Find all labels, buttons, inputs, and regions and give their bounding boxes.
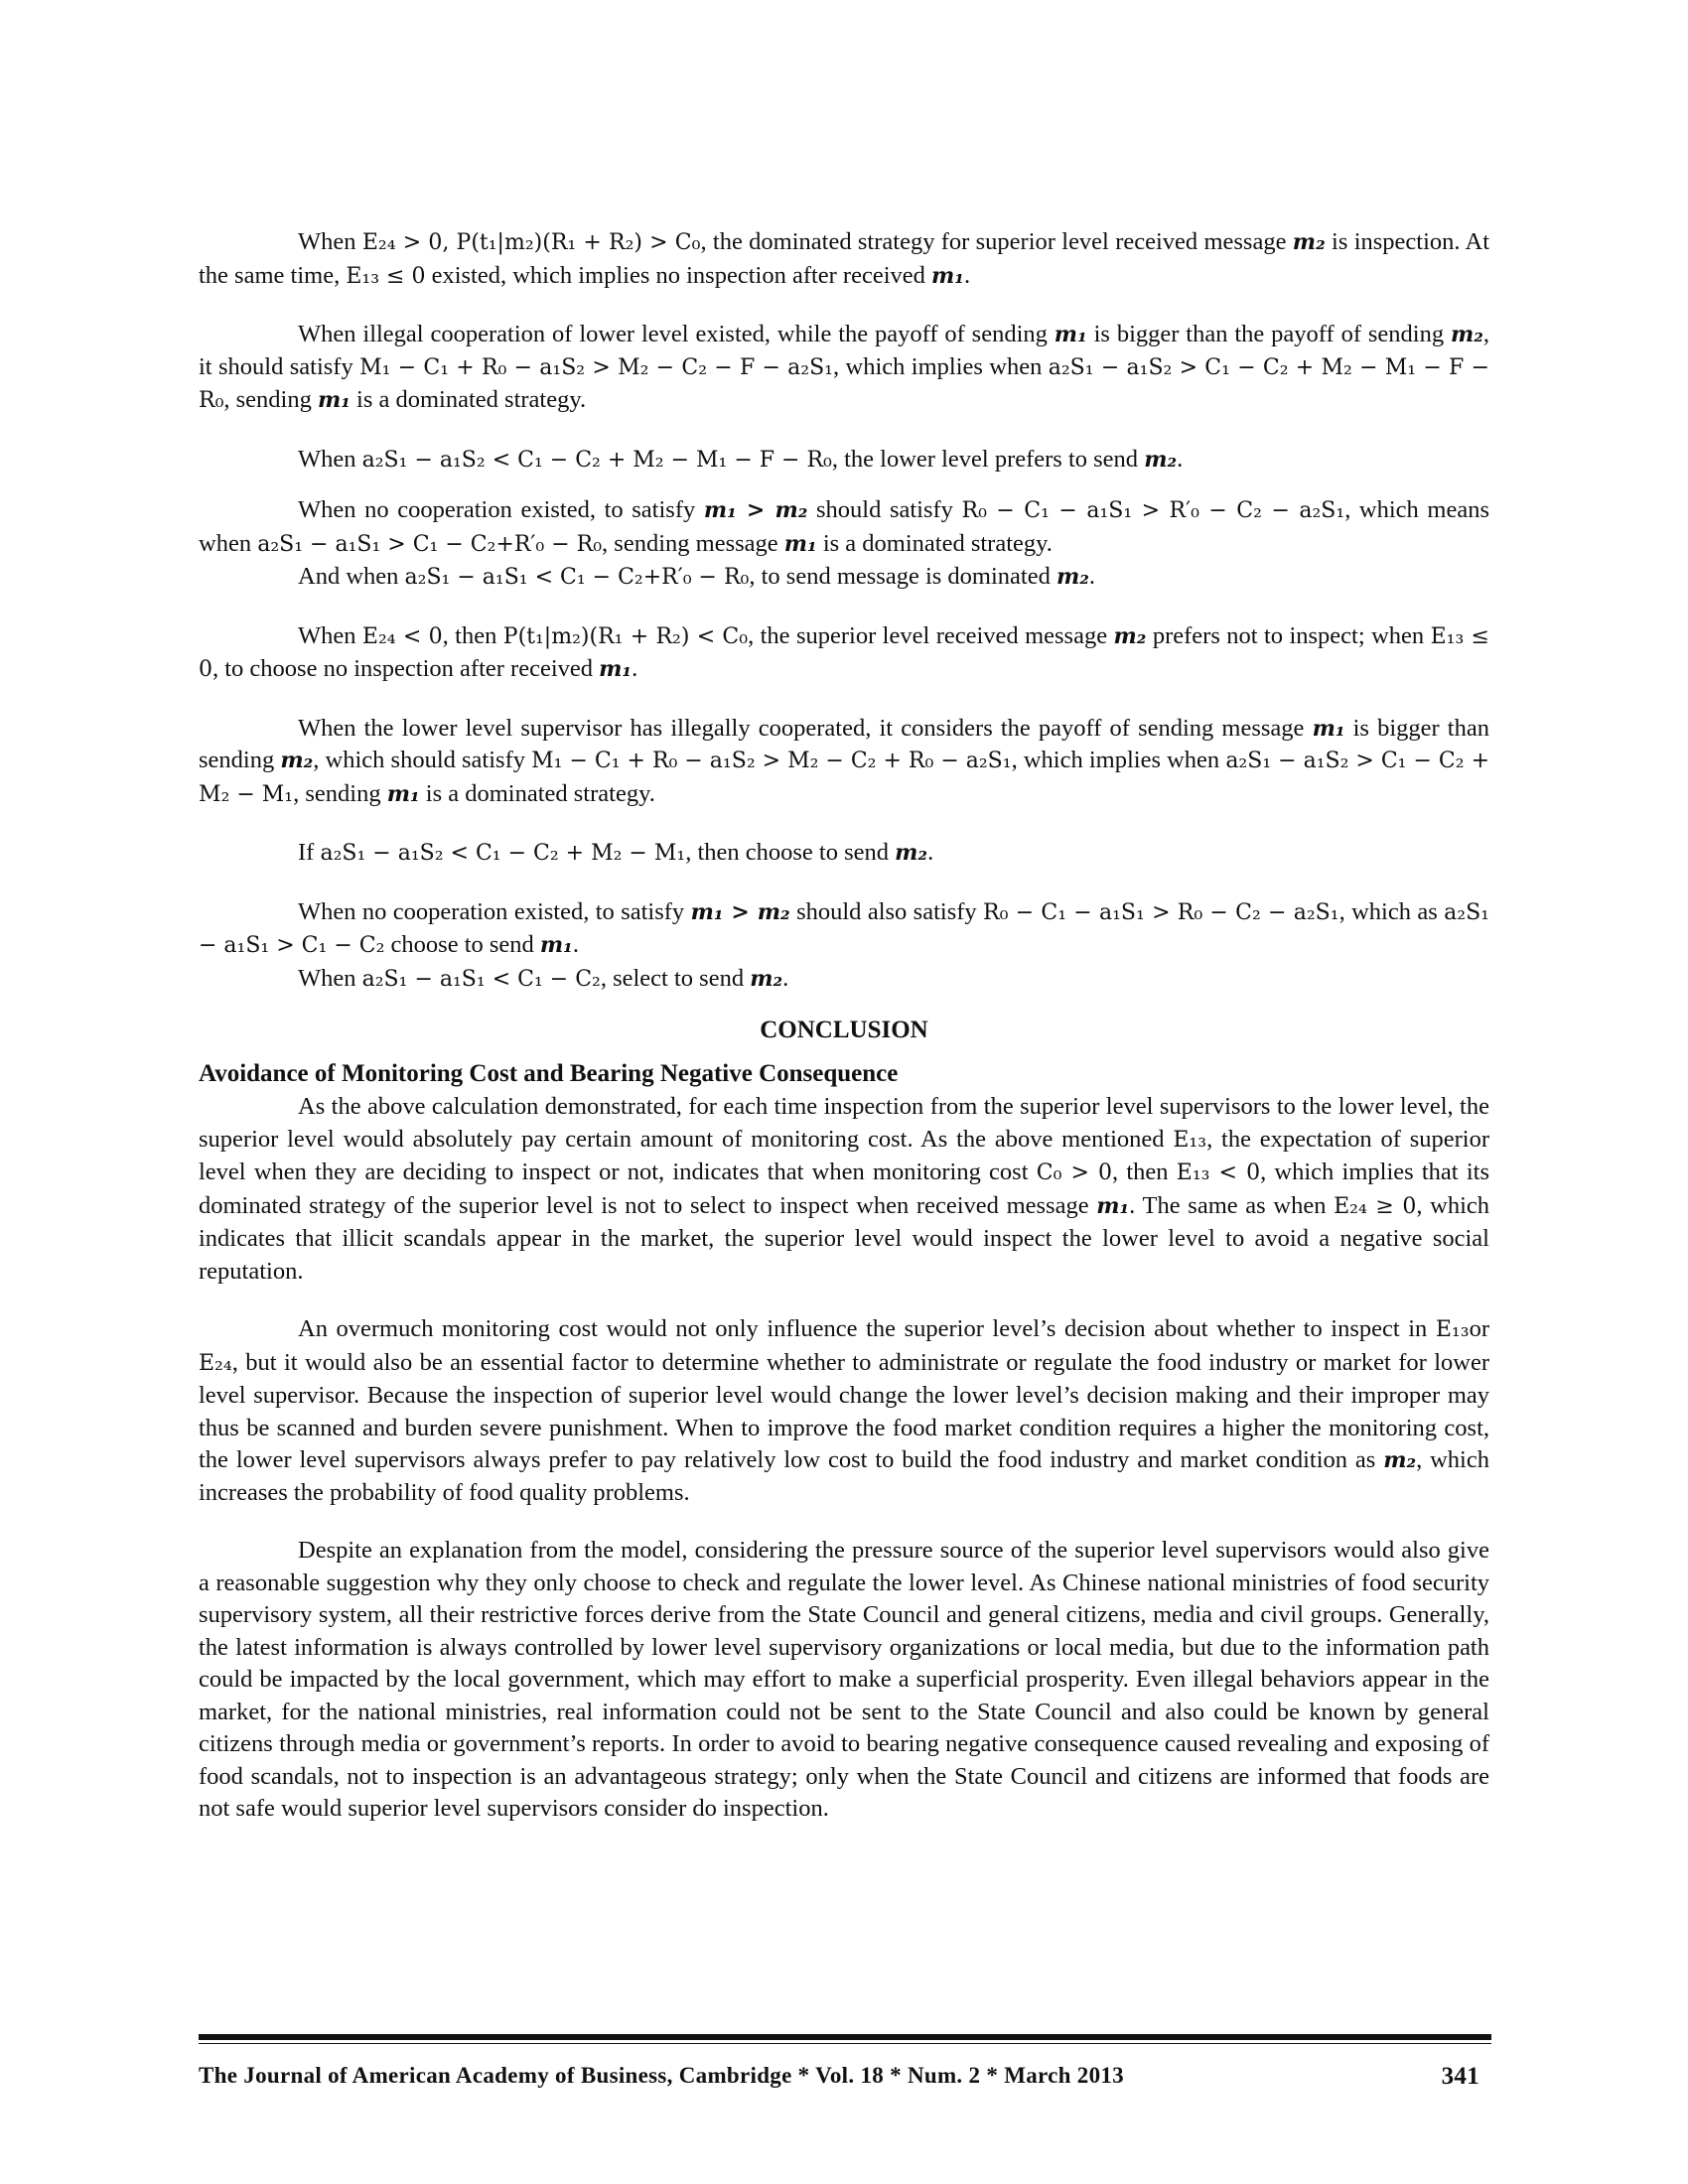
formula: a₂S₁ − a₁S₂ < C₁ − C₂ + M₂ − M₁ − F − R₀: [361, 447, 832, 473]
text: .: [1177, 445, 1184, 473]
formula: m₁: [931, 262, 964, 289]
text: When: [298, 964, 362, 992]
page-footer: [199, 2063, 1479, 2097]
text: .: [632, 655, 638, 682]
text: , which implies that its dominated strategy of the superior level is not to select to inspect when received message: [199, 1159, 1489, 1219]
paragraph-5: [199, 561, 1489, 595]
formula: E₁₃: [1435, 1317, 1470, 1342]
text: , sending message: [602, 529, 784, 557]
formula: a₂S₁ − a₁S₁ < C₁ − C₂+R′₀ − R₀: [404, 565, 750, 590]
formula: m₁: [317, 387, 351, 413]
text: is inspection. At the same time,: [199, 228, 1489, 289]
paragraph-8: [199, 837, 1489, 871]
formula: a₂S₁ − a₁S₁ < C₁ − C₂: [361, 966, 601, 992]
text: , sending: [223, 386, 318, 413]
text: , but it would also be an essential factor to determine whether to administrate or regulate the food industry or market for lower level supervisor. Because the inspection of superior level would change the lower level’s decision making and their improper may thus be scanned and burden severe punishment. When to improve the food market condition requires a higher the monitoring cost, the lower level supervisors always prefer to pay relatively low cost to build the food industry and market condition as: [199, 1348, 1489, 1473]
formula: m₁: [1312, 715, 1345, 742]
paragraph-2: [199, 319, 1489, 418]
conclusion-paragraph-2: [199, 1313, 1489, 1509]
paragraph-9: [199, 896, 1489, 963]
formula: M₁ − C₁ + R₀ − a₁S₂ > M₂ − C₂ + R₀ − a₂S₁: [531, 749, 1012, 773]
formula: C₀ > 0: [1036, 1160, 1113, 1185]
formula: m₂: [895, 840, 928, 866]
text: , then choose to send: [685, 839, 896, 866]
text: , which implies when: [833, 352, 1049, 380]
text: , the dominated strategy for superior level received message: [700, 228, 1293, 255]
formula: m₁: [1054, 322, 1087, 347]
conclusion-paragraph-1: [199, 1091, 1489, 1288]
text: When illegal cooperation of lower level existed, while the payoff of sending: [298, 321, 1055, 347]
text: .: [1088, 563, 1096, 590]
formula: R₀ − C₁ − a₁S₁ > R₀ − C₂ − a₂S₁: [983, 899, 1339, 925]
text: When: [298, 621, 362, 649]
text: .: [927, 839, 934, 866]
formula: E₁₃ ≤ 0: [199, 623, 1489, 682]
text: should also satisfy: [789, 897, 984, 925]
paragraph-7: [199, 713, 1489, 812]
formula: E₂₄ ≥ 0: [1334, 1193, 1417, 1219]
text: . The same as when: [1129, 1191, 1335, 1219]
text: When the lower level supervisor has illegally cooperated, it considers the payoff of sending message: [298, 714, 1313, 742]
formula: a₂S₁ − a₁S₂ > C₁ − C₂ + M₂ − M₁: [199, 749, 1490, 807]
formula: m₂: [1113, 622, 1147, 649]
text: , the lower level prefers to send: [831, 445, 1145, 473]
text: , it should satisfy: [199, 321, 1490, 380]
text: , then: [442, 621, 503, 649]
formula: E₁₃ ≤ 0: [346, 263, 426, 289]
formula: m₁: [599, 656, 633, 682]
footer-rule-thick: [199, 2034, 1491, 2040]
text: is a dominated strategy.: [816, 529, 1053, 557]
footer-rule-thin: [199, 2043, 1491, 2044]
paragraph-10: [199, 963, 1489, 997]
text: As the above calculation demonstrated, for each time inspection from the superior level supervisors to the lower level, the superior level would absolutely pay certain amount of monitoring cost. As the above mentioned: [199, 1093, 1489, 1153]
formula: a₂S₁ − a₁S₂ > C₁ − C₂ + M₂ − M₁ − F − R₀: [199, 354, 1490, 413]
formula: a₂S₁ − a₁S₁ > C₁ − C₂: [199, 899, 1489, 958]
text: , select to send: [600, 964, 751, 992]
text: When no cooperation existed, to satisfy: [298, 496, 704, 523]
formula: m₁ > m₂: [703, 497, 808, 523]
text: , then: [1112, 1159, 1177, 1185]
formula: m₂: [1292, 229, 1326, 255]
paragraph-3: [199, 444, 1489, 478]
text: is a dominated strategy.: [350, 386, 587, 413]
text: .: [963, 261, 971, 289]
paragraph-6: [199, 620, 1489, 687]
formula: E₂₄ > 0, P(t₁|m₂)(R₁ + R₂) > C₀: [361, 230, 701, 255]
text: .: [572, 931, 579, 958]
formula: m₂: [1450, 322, 1483, 347]
text: .: [782, 964, 789, 992]
conclusion-paragraph-3: Despite an explanation from the model, considering the pressure source of the superior level supervisors would also give a reasonable suggestion why they only choose to check and regulate the lower level. As Chinese national ministries of food security supervisory system, all their restrictive forces derive from the State Council and general citizens, media and civil groups. Generally, the latest information is always controlled by lower level supervisory organizations or local media, but due to the information path could be impacted by the local government, which may effort to make a superficial prosperity. Even illegal behaviors appear in the market, for the national ministries, real information could not be sent to the State Council and also could be known by general citizens through media or government’s reports. In order to avoid to bearing negative consequence caused revealing and exposing of food scandals, not to inspection is an advantageous strategy; only when the State Council and citizens are informed that foods are not safe would superior level supervisors consider do inspection.: [199, 1537, 1489, 1822]
text: prefers not to inspect; when: [1146, 621, 1431, 649]
formula: a₂S₁ − a₁S₁ > C₁ − C₂+R′₀ − R₀: [257, 531, 603, 557]
formula: m₂: [1383, 1447, 1417, 1473]
formula: m₂: [750, 965, 783, 992]
text: When: [298, 228, 362, 255]
text: , the superior level received message: [748, 621, 1114, 649]
text: is bigger than sending: [199, 714, 1489, 773]
formula: m₁: [539, 932, 573, 958]
text: existed, which implies no inspection after received: [425, 261, 932, 289]
formula: R₀ − C₁ − a₁S₁ > R′₀ − C₂ − a₂S₁: [961, 498, 1345, 523]
journal-citation: The Journal of American Academy of Business, Cambridge * Vol. 18 * Num. 2 * March 2013: [199, 2063, 1124, 2088]
text: , to choose no inspection after received: [212, 655, 600, 682]
formula: E₂₄: [199, 1350, 232, 1376]
formula: m₁ > m₂: [690, 898, 790, 925]
formula: m₁: [1096, 1192, 1130, 1219]
text: An overmuch monitoring cost would not only influence the superior level’s decision about whether to inspect in: [298, 1315, 1436, 1342]
text: , which should satisfy: [313, 747, 532, 773]
formula: E₁₃: [1173, 1127, 1207, 1153]
text: , sending: [293, 779, 387, 807]
text: , which increases the probability of food quality problems.: [199, 1446, 1489, 1506]
text: If: [298, 839, 321, 866]
text: should satisfy: [807, 496, 962, 523]
formula: a₂S₁ − a₁S₂ < C₁ − C₂ + M₂ − M₁: [320, 841, 686, 866]
formula: m₂: [280, 748, 314, 773]
text: , which as: [1338, 897, 1445, 925]
formula: m₂: [1055, 564, 1089, 590]
formula: P(t₁|m₂)(R₁ + R₂) < C₀: [502, 623, 749, 649]
page-body: [199, 226, 1489, 1826]
formula: m₁: [783, 530, 817, 557]
formula: E₁₃ < 0: [1176, 1160, 1261, 1185]
section-heading-conclusion: CONCLUSION: [760, 1017, 928, 1043]
text: , which means when: [199, 496, 1489, 557]
text: And when: [298, 563, 405, 590]
paragraph-4: [199, 494, 1489, 561]
subsection-heading: Avoidance of Monitoring Cost and Bearing Negative Consequence: [199, 1060, 899, 1087]
text: When: [298, 445, 362, 473]
text: , which indicates that illicit scandals appear in the market, the superior level would inspect the lower level to avoid a negative social reputation.: [199, 1191, 1490, 1285]
formula: m₁: [386, 780, 420, 807]
text: , the expectation of superior level when they are deciding to inspect or not, indicates that when monitoring cost: [199, 1125, 1490, 1185]
text: is bigger than the payoff of sending: [1086, 321, 1451, 347]
page-number: 341: [1441, 2063, 1479, 2090]
formula: M₁ − C₁ + R₀ − a₁S₂ > M₂ − C₂ − F − a₂S₁: [359, 354, 833, 380]
text: or: [1469, 1315, 1489, 1342]
text: , which implies when: [1011, 747, 1226, 773]
paragraph-1: [199, 226, 1489, 293]
formula: E₂₄ < 0: [361, 623, 443, 649]
formula: m₂: [1144, 446, 1178, 473]
text: , to send message is dominated: [749, 563, 1056, 590]
text: When no cooperation existed, to satisfy: [298, 897, 691, 925]
text: is a dominated strategy.: [419, 779, 655, 807]
text: choose to send: [384, 931, 540, 958]
